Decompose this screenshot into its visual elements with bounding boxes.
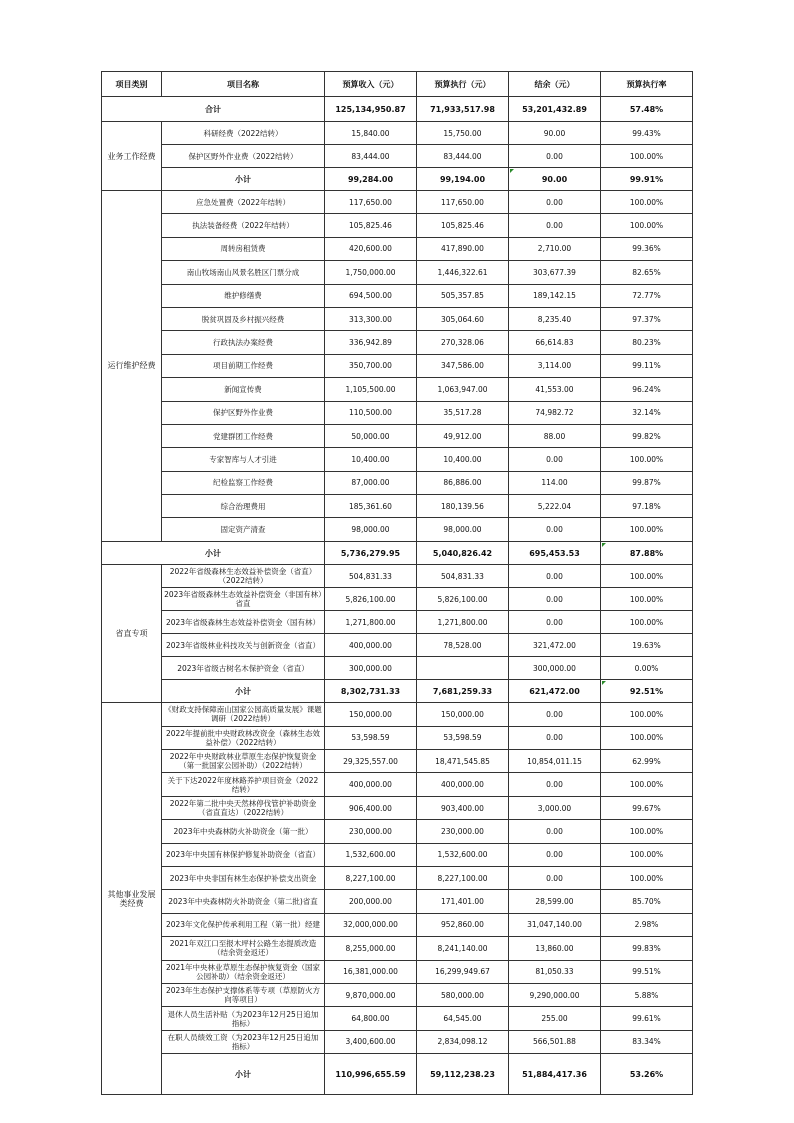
cell-name: 纪检监察工作经费 — [162, 471, 325, 494]
header-category: 项目类别 — [102, 72, 162, 97]
total-balance: 53,201,432.89 — [509, 97, 601, 122]
cell-rate: 82.65% — [601, 261, 693, 284]
total-row — [102, 97, 693, 122]
cell-budget: 200,000.00 — [325, 890, 417, 913]
cell-name: 2023年省级林业科技攻关与创新资金（省直） — [162, 634, 325, 657]
cell-executed: 10,400.00 — [417, 448, 509, 471]
cell-executed: 15,750.00 — [417, 122, 509, 145]
cell-name: 关于下达2022年度林路养护项目资金（2022结转） — [162, 773, 325, 796]
cell-budget: 87,000.00 — [325, 471, 417, 494]
subtotal-budget: 110,996,655.59 — [325, 1054, 417, 1095]
cell-balance: 0.00 — [509, 726, 601, 749]
cell-balance: 41,553.00 — [509, 378, 601, 401]
table-row — [102, 1007, 693, 1030]
cell-budget: 5,826,100.00 — [325, 588, 417, 611]
cell-rate: 99.67% — [601, 796, 693, 819]
cell-rate: 99.51% — [601, 960, 693, 983]
cell-budget: 1,271,800.00 — [325, 611, 417, 634]
cell-name: 行政执法办案经费 — [162, 331, 325, 354]
subtotal-rate: 87.88% — [601, 541, 693, 564]
cell-name: 专家智库与人才引进 — [162, 448, 325, 471]
table-row — [102, 331, 693, 354]
cell-rate: 99.87% — [601, 471, 693, 494]
cell-rate: 5.88% — [601, 983, 693, 1006]
cell-rate: 0.00% — [601, 657, 693, 680]
cell-budget: 694,500.00 — [325, 284, 417, 307]
table-row — [102, 820, 693, 843]
table-row — [102, 237, 693, 260]
cell-name: 党建群团工作经费 — [162, 424, 325, 447]
cell-name: 保护区野外作业费 — [162, 401, 325, 424]
cell-balance: 81,050.33 — [509, 960, 601, 983]
cell-name: 2022年第二批中央天然林停伐管护补助资金（省直直达）（2022结转） — [162, 796, 325, 819]
table-row — [102, 378, 693, 401]
cell-balance: 0.00 — [509, 145, 601, 168]
cell-budget: 1,105,500.00 — [325, 378, 417, 401]
cell-rate: 100.00% — [601, 565, 693, 588]
table-row — [102, 424, 693, 447]
subtotal-balance: 621,472.00 — [509, 680, 601, 703]
cell-rate: 99.61% — [601, 1007, 693, 1030]
cell-name: 2023年省级森林生态效益补偿资金（国有林） — [162, 611, 325, 634]
cell-rate: 100.00% — [601, 191, 693, 214]
cell-balance: 0.00 — [509, 843, 601, 866]
cell-rate: 85.70% — [601, 890, 693, 913]
subtotal-rate: 99.91% — [601, 168, 693, 191]
subtotal-budget: 99,284.00 — [325, 168, 417, 191]
table-row — [102, 261, 693, 284]
cell-rate: 100.00% — [601, 843, 693, 866]
table-row — [102, 843, 693, 866]
cell-executed: 64,545.00 — [417, 1007, 509, 1030]
total-budget: 125,134,950.87 — [325, 97, 417, 122]
cell-budget: 230,000.00 — [325, 820, 417, 843]
cell-balance: 3,114.00 — [509, 354, 601, 377]
cell-executed: 230,000.00 — [417, 820, 509, 843]
cell-rate: 19.63% — [601, 634, 693, 657]
total-rate: 57.48% — [601, 97, 693, 122]
table-row — [102, 913, 693, 936]
cell-balance: 31,047,140.00 — [509, 913, 601, 936]
cell-balance: 321,472.00 — [509, 634, 601, 657]
cell-rate: 100.00% — [601, 448, 693, 471]
category-cell: 业务工作经费 — [102, 122, 162, 191]
cell-name: 应急处置费（2022年结转） — [162, 191, 325, 214]
cell-balance: 0.00 — [509, 820, 601, 843]
cell-executed: 35,517.28 — [417, 401, 509, 424]
cell-executed: 1,063,947.00 — [417, 378, 509, 401]
subtotal-label: 小计 — [162, 168, 325, 191]
table-row — [102, 214, 693, 237]
cell-balance: 88.00 — [509, 424, 601, 447]
cell-rate: 100.00% — [601, 611, 693, 634]
cell-name: 2022年中央财政林业草原生态保护恢复资金（第一批国家公园补助）（2022结转） — [162, 750, 325, 773]
cell-balance: 13,860.00 — [509, 937, 601, 960]
cell-budget: 8,255,000.00 — [325, 937, 417, 960]
cell-rate: 72.77% — [601, 284, 693, 307]
cell-executed: 117,650.00 — [417, 191, 509, 214]
cell-balance: 3,000.00 — [509, 796, 601, 819]
table-row — [102, 307, 693, 330]
subtotal-balance: 695,453.53 — [509, 541, 601, 564]
subtotal-budget: 5,736,279.95 — [325, 541, 417, 564]
cell-executed: 580,000.00 — [417, 983, 509, 1006]
cell-name: 2023年省级森林生态效益补偿资金（非国有林）省直 — [162, 588, 325, 611]
subtotal-row — [102, 541, 693, 564]
cell-balance: 0.00 — [509, 866, 601, 889]
cell-budget: 8,227,100.00 — [325, 866, 417, 889]
table-row — [102, 518, 693, 541]
table-row — [102, 634, 693, 657]
table-row — [102, 750, 693, 773]
cell-budget: 9,870,000.00 — [325, 983, 417, 1006]
header-executed: 预算执行（元） — [417, 72, 509, 97]
cell-name: 在职人员绩效工资（为2023年12月25日追加指标） — [162, 1030, 325, 1053]
cell-rate: 100.00% — [601, 726, 693, 749]
cell-balance: 0.00 — [509, 611, 601, 634]
cell-budget: 350,700.00 — [325, 354, 417, 377]
cell-balance: 0.00 — [509, 448, 601, 471]
cell-executed: 400,000.00 — [417, 773, 509, 796]
subtotal-executed: 5,040,826.42 — [417, 541, 509, 564]
table-row — [102, 284, 693, 307]
subtotal-executed: 59,112,238.23 — [417, 1054, 509, 1095]
cell-executed: 8,241,140.00 — [417, 937, 509, 960]
cell-budget: 185,361.60 — [325, 495, 417, 518]
cell-executed: 18,471,545.85 — [417, 750, 509, 773]
cell-rate: 100.00% — [601, 518, 693, 541]
cell-rate: 99.43% — [601, 122, 693, 145]
cell-executed: 2,834,098.12 — [417, 1030, 509, 1053]
cell-budget: 83,444.00 — [325, 145, 417, 168]
cell-name: 2023年文化保护传承利用工程（第一批）经建 — [162, 913, 325, 936]
cell-budget: 906,400.00 — [325, 796, 417, 819]
cell-budget: 400,000.00 — [325, 773, 417, 796]
cell-balance: 10,854,011.15 — [509, 750, 601, 773]
cell-budget: 105,825.46 — [325, 214, 417, 237]
cell-budget: 336,942.89 — [325, 331, 417, 354]
table-row — [102, 354, 693, 377]
cell-name: 2021年双江口至报木坪村公路生态提质改造（结余资金返还） — [162, 937, 325, 960]
header-name: 项目名称 — [162, 72, 325, 97]
table-row — [102, 145, 693, 168]
cell-balance: 255.00 — [509, 1007, 601, 1030]
cell-rate: 100.00% — [601, 703, 693, 726]
table-row — [102, 890, 693, 913]
cell-balance: 9,290,000.00 — [509, 983, 601, 1006]
cell-budget: 110,500.00 — [325, 401, 417, 424]
cell-balance: 0.00 — [509, 703, 601, 726]
cell-executed: 98,000.00 — [417, 518, 509, 541]
table-row — [102, 611, 693, 634]
subtotal-executed: 99,194.00 — [417, 168, 509, 191]
cell-rate: 83.34% — [601, 1030, 693, 1053]
cell-budget: 16,381,000.00 — [325, 960, 417, 983]
cell-budget: 32,000,000.00 — [325, 913, 417, 936]
cell-budget: 400,000.00 — [325, 634, 417, 657]
cell-name: 脱贫巩固及乡村振兴经费 — [162, 307, 325, 330]
cell-balance: 0.00 — [509, 191, 601, 214]
cell-budget: 117,650.00 — [325, 191, 417, 214]
cell-budget: 420,600.00 — [325, 237, 417, 260]
cell-balance: 8,235.40 — [509, 307, 601, 330]
cell-name: 2023年生态保护支撑体系等专项（草原防火方向等项目） — [162, 983, 325, 1006]
table-row — [102, 122, 693, 145]
subtotal-label: 小计 — [102, 541, 325, 564]
cell-name: 周转房租赁费 — [162, 237, 325, 260]
total-label: 合计 — [102, 97, 325, 122]
table-row — [102, 937, 693, 960]
table-row — [102, 796, 693, 819]
table-row — [102, 588, 693, 611]
cell-rate: 100.00% — [601, 214, 693, 237]
budget-execution-table — [101, 71, 693, 1095]
cell-balance: 114.00 — [509, 471, 601, 494]
cell-executed: 1,271,800.00 — [417, 611, 509, 634]
table-row — [102, 495, 693, 518]
cell-executed: 505,357.85 — [417, 284, 509, 307]
cell-executed: 180,139.56 — [417, 495, 509, 518]
cell-executed: 305,064.60 — [417, 307, 509, 330]
cell-balance: 74,982.72 — [509, 401, 601, 424]
cell-executed: 952,860.00 — [417, 913, 509, 936]
table-row — [102, 703, 693, 726]
table-row — [102, 448, 693, 471]
table-row — [102, 960, 693, 983]
cell-name: 2023年中央森林防火补助资金（第一批） — [162, 820, 325, 843]
header-balance: 结余（元） — [509, 72, 601, 97]
cell-rate: 97.37% — [601, 307, 693, 330]
cell-budget: 150,000.00 — [325, 703, 417, 726]
cell-name: 2023年中央非国有林生态保护补偿支出资金 — [162, 866, 325, 889]
cell-executed: 417,890.00 — [417, 237, 509, 260]
cell-executed — [417, 657, 509, 680]
cell-budget: 15,840.00 — [325, 122, 417, 145]
cell-executed: 171,401.00 — [417, 890, 509, 913]
cell-balance: 0.00 — [509, 588, 601, 611]
category-cell: 其他事业发展类经费 — [102, 703, 162, 1095]
cell-name: 2023年中央森林防火补助资金（第二批)省直 — [162, 890, 325, 913]
cell-budget: 10,400.00 — [325, 448, 417, 471]
cell-rate: 100.00% — [601, 145, 693, 168]
cell-budget: 313,300.00 — [325, 307, 417, 330]
cell-rate: 99.36% — [601, 237, 693, 260]
cell-rate: 99.11% — [601, 354, 693, 377]
subtotal-row — [102, 680, 693, 703]
cell-rate: 80.23% — [601, 331, 693, 354]
cell-balance: 66,614.83 — [509, 331, 601, 354]
table-row — [102, 866, 693, 889]
subtotal-label: 小计 — [162, 1054, 325, 1095]
cell-budget: 1,750,000.00 — [325, 261, 417, 284]
cell-rate: 96.24% — [601, 378, 693, 401]
cell-balance: 0.00 — [509, 214, 601, 237]
cell-executed: 5,826,100.00 — [417, 588, 509, 611]
cell-name: 科研经费（2022结转） — [162, 122, 325, 145]
cell-executed: 105,825.46 — [417, 214, 509, 237]
cell-executed: 504,831.33 — [417, 565, 509, 588]
cell-budget: 50,000.00 — [325, 424, 417, 447]
table-row — [102, 401, 693, 424]
cell-balance: 300,000.00 — [509, 657, 601, 680]
cell-balance: 28,599.00 — [509, 890, 601, 913]
cell-balance: 5,222.04 — [509, 495, 601, 518]
table-row — [102, 471, 693, 494]
category-cell: 运行维护经费 — [102, 191, 162, 542]
cell-name: 保护区野外作业费（2022结转） — [162, 145, 325, 168]
header-rate: 预算执行率 — [601, 72, 693, 97]
cell-executed: 150,000.00 — [417, 703, 509, 726]
cell-rate: 97.18% — [601, 495, 693, 518]
cell-rate: 100.00% — [601, 866, 693, 889]
cell-executed: 347,586.00 — [417, 354, 509, 377]
cell-name: 2021年中央林业草原生态保护恢复资金（国家公园补助）（结余资金返还） — [162, 960, 325, 983]
cell-budget: 1,532,600.00 — [325, 843, 417, 866]
cell-name: 2022年提前批中央财政林改资金（森林生态效益补偿）（2022结转） — [162, 726, 325, 749]
cell-rate: 99.82% — [601, 424, 693, 447]
cell-balance: 2,710.00 — [509, 237, 601, 260]
cell-budget: 64,800.00 — [325, 1007, 417, 1030]
subtotal-executed: 7,681,259.33 — [417, 680, 509, 703]
cell-balance: 566,501.88 — [509, 1030, 601, 1053]
cell-balance: 189,142.15 — [509, 284, 601, 307]
cell-executed: 16,299,949.67 — [417, 960, 509, 983]
cell-executed: 86,886.00 — [417, 471, 509, 494]
subtotal-rate: 92.51% — [601, 680, 693, 703]
total-executed: 71,933,517.98 — [417, 97, 509, 122]
cell-name: 固定资产清查 — [162, 518, 325, 541]
table-row — [102, 773, 693, 796]
category-cell: 省直专项 — [102, 565, 162, 703]
subtotal-row — [102, 168, 693, 191]
cell-executed: 78,528.00 — [417, 634, 509, 657]
cell-name: 维护修缮费 — [162, 284, 325, 307]
subtotal-rate: 53.26% — [601, 1054, 693, 1095]
subtotal-balance: 51,884,417.36 — [509, 1054, 601, 1095]
cell-name: 2023年中央国有林保护修复补助资金（省直） — [162, 843, 325, 866]
cell-budget: 29,325,557.00 — [325, 750, 417, 773]
cell-name: 综合治理费用 — [162, 495, 325, 518]
cell-executed: 83,444.00 — [417, 145, 509, 168]
cell-name: 执法装备经费（2022年结转） — [162, 214, 325, 237]
cell-budget: 53,598.59 — [325, 726, 417, 749]
cell-executed: 8,227,100.00 — [417, 866, 509, 889]
table-row — [102, 726, 693, 749]
subtotal-row — [102, 1054, 693, 1095]
header-budget: 预算收入（元） — [325, 72, 417, 97]
cell-executed: 903,400.00 — [417, 796, 509, 819]
cell-rate: 100.00% — [601, 773, 693, 796]
table-row — [102, 565, 693, 588]
table-row — [102, 191, 693, 214]
cell-balance: 0.00 — [509, 518, 601, 541]
cell-rate: 100.00% — [601, 588, 693, 611]
cell-executed: 1,532,600.00 — [417, 843, 509, 866]
table-row — [102, 657, 693, 680]
cell-rate: 32.14% — [601, 401, 693, 424]
cell-name: 项目前期工作经费 — [162, 354, 325, 377]
cell-name: 《财政支持保障南山国家公园高质量发展》课题调研（2022结转） — [162, 703, 325, 726]
cell-rate: 99.83% — [601, 937, 693, 960]
cell-rate: 62.99% — [601, 750, 693, 773]
cell-name: 新闻宣传费 — [162, 378, 325, 401]
cell-name: 退休人员生活补贴（为2023年12月25日追加指标） — [162, 1007, 325, 1030]
cell-balance: 0.00 — [509, 773, 601, 796]
table-row — [102, 983, 693, 1006]
cell-budget: 300,000.00 — [325, 657, 417, 680]
subtotal-label: 小计 — [162, 680, 325, 703]
subtotal-balance: 90.00 — [509, 168, 601, 191]
table-row — [102, 1030, 693, 1053]
cell-balance: 0.00 — [509, 565, 601, 588]
cell-balance: 90.00 — [509, 122, 601, 145]
cell-rate: 2.98% — [601, 913, 693, 936]
cell-budget: 3,400,600.00 — [325, 1030, 417, 1053]
cell-budget: 98,000.00 — [325, 518, 417, 541]
subtotal-budget: 8,302,731.33 — [325, 680, 417, 703]
cell-executed: 49,912.00 — [417, 424, 509, 447]
cell-executed: 270,328.06 — [417, 331, 509, 354]
header-row — [102, 72, 693, 97]
cell-executed: 53,598.59 — [417, 726, 509, 749]
cell-balance: 303,677.39 — [509, 261, 601, 284]
cell-name: 2023年省级古树名木保护资金（省直） — [162, 657, 325, 680]
cell-executed: 1,446,322.61 — [417, 261, 509, 284]
cell-name: 南山牧场南山风景名胜区门票分成 — [162, 261, 325, 284]
budget-table-sheet — [101, 71, 692, 1095]
cell-budget: 504,831.33 — [325, 565, 417, 588]
cell-name: 2022年省级森林生态效益补偿资金（省直）（2022结转） — [162, 565, 325, 588]
cell-rate: 100.00% — [601, 820, 693, 843]
